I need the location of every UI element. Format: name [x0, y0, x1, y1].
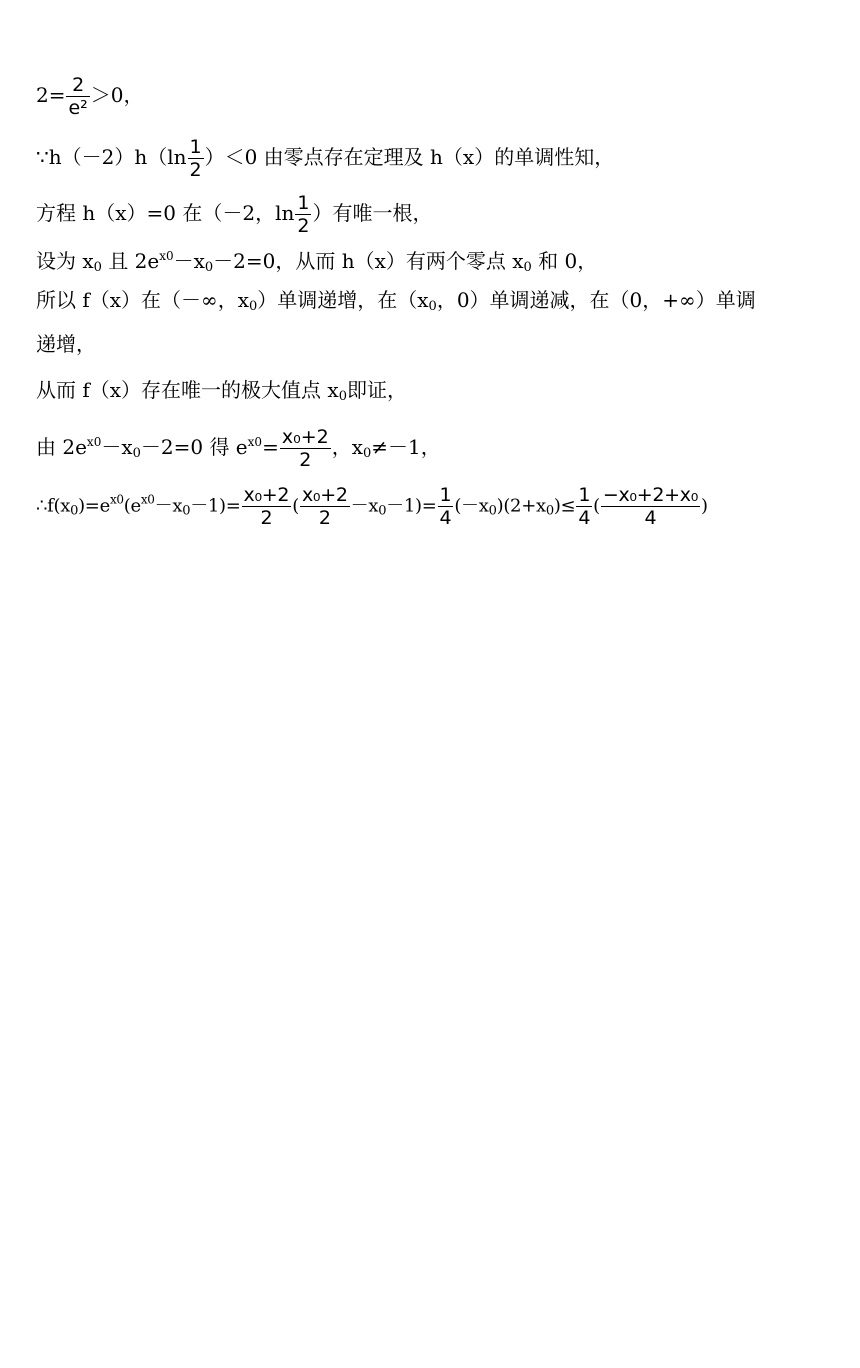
text: )(2+x	[496, 495, 546, 517]
text: －2=0 得 e	[140, 435, 248, 459]
text: －x	[154, 495, 183, 517]
subscript: 0	[338, 389, 347, 404]
text: ∴f	[36, 495, 54, 517]
subscript: 0	[93, 260, 102, 275]
line-7	[36, 376, 407, 411]
denominator: 4	[578, 507, 591, 529]
subscript: 0	[378, 503, 387, 519]
subscript: 0	[182, 503, 191, 519]
text: ）单调递增，在（x	[257, 288, 429, 312]
text: (	[593, 495, 600, 517]
denominator: 2	[280, 448, 331, 471]
numerator: 1	[189, 136, 202, 158]
denominator: 4	[601, 506, 700, 529]
text: －1)=	[386, 495, 437, 517]
text: ＞0，	[90, 83, 144, 107]
line-9	[36, 484, 708, 529]
fraction	[280, 426, 331, 471]
superscript: x0	[247, 435, 263, 449]
superscript: x0	[159, 249, 174, 263]
text: －x	[173, 249, 205, 273]
numerator: 1	[439, 484, 452, 506]
subscript: 0	[248, 299, 258, 314]
line-8	[36, 426, 441, 471]
text: )=e	[78, 495, 110, 517]
text: (e	[123, 495, 141, 517]
subscript: 0	[70, 503, 79, 519]
numerator: 2	[72, 74, 85, 96]
text: 2=	[36, 83, 66, 107]
numerator: −x₀+2+x₀	[602, 484, 699, 506]
text: 由 2e	[36, 435, 87, 459]
text: =	[262, 435, 279, 459]
text: ）＜0 由零点存在定理及 h（x）的单调性知，	[204, 145, 615, 169]
text: －1)=	[190, 495, 241, 517]
line-5	[36, 286, 756, 321]
text: 即证，	[346, 378, 407, 402]
subscript: 0	[428, 299, 437, 314]
fraction	[576, 484, 592, 529]
subscript: 0	[523, 260, 532, 275]
denominator: 2	[242, 506, 292, 529]
fraction	[295, 192, 311, 237]
text: )≤	[553, 495, 576, 517]
text: (－x	[454, 495, 489, 517]
numerator: 1	[297, 192, 310, 214]
text: ）有唯一根，	[312, 201, 433, 225]
subscript: 0	[132, 446, 141, 461]
fraction	[66, 74, 89, 119]
fraction	[601, 484, 700, 529]
denominator: 2	[189, 159, 202, 181]
text: －2=0，从而 h（x）有两个零点 x	[213, 249, 524, 273]
subscript: 0	[545, 503, 554, 519]
text: ，x	[331, 435, 363, 459]
text: 方程 h（x）=0 在（－2，ln	[36, 201, 295, 225]
line-6	[36, 330, 96, 358]
subscript: 0	[362, 446, 372, 461]
fraction	[188, 136, 204, 181]
text: ，0）单调递减，在（0，+∞）单调	[436, 288, 756, 312]
text: 且 2e	[101, 249, 160, 273]
fraction	[242, 484, 292, 529]
superscript: x0	[140, 492, 155, 507]
text: －x	[101, 435, 133, 459]
fraction	[300, 484, 350, 529]
superscript: x0	[109, 492, 124, 507]
subscript: 0	[488, 503, 497, 519]
numerator: x₀+2	[243, 484, 290, 506]
text: ≠－1，	[371, 435, 441, 459]
superscript: x0	[86, 435, 102, 449]
text: 设为 x	[36, 249, 94, 273]
numerator: x₀+2	[301, 484, 348, 506]
numerator: x₀+2	[281, 426, 329, 448]
text: －x	[350, 495, 379, 517]
subscript: 0	[204, 260, 214, 275]
line-3	[36, 192, 432, 237]
line-2	[36, 136, 614, 181]
fraction	[438, 484, 454, 529]
text: (	[292, 495, 299, 517]
line-4	[36, 242, 597, 282]
denominator: 2	[297, 215, 310, 237]
line-1	[36, 74, 144, 119]
denominator: 4	[439, 507, 452, 529]
text: )	[701, 495, 708, 517]
text: 递增，	[36, 332, 96, 356]
denominator: e²	[68, 97, 88, 119]
text: 所以 f（x）在（－∞，x	[36, 288, 249, 312]
text: 和 0，	[531, 249, 598, 273]
text: 从而 f（x）存在唯一的极大值点 x	[36, 378, 339, 402]
text: ∵h（－2）h（ln	[36, 145, 187, 169]
denominator: 2	[300, 506, 350, 529]
text: (x	[53, 495, 71, 517]
numerator: 1	[578, 484, 591, 506]
